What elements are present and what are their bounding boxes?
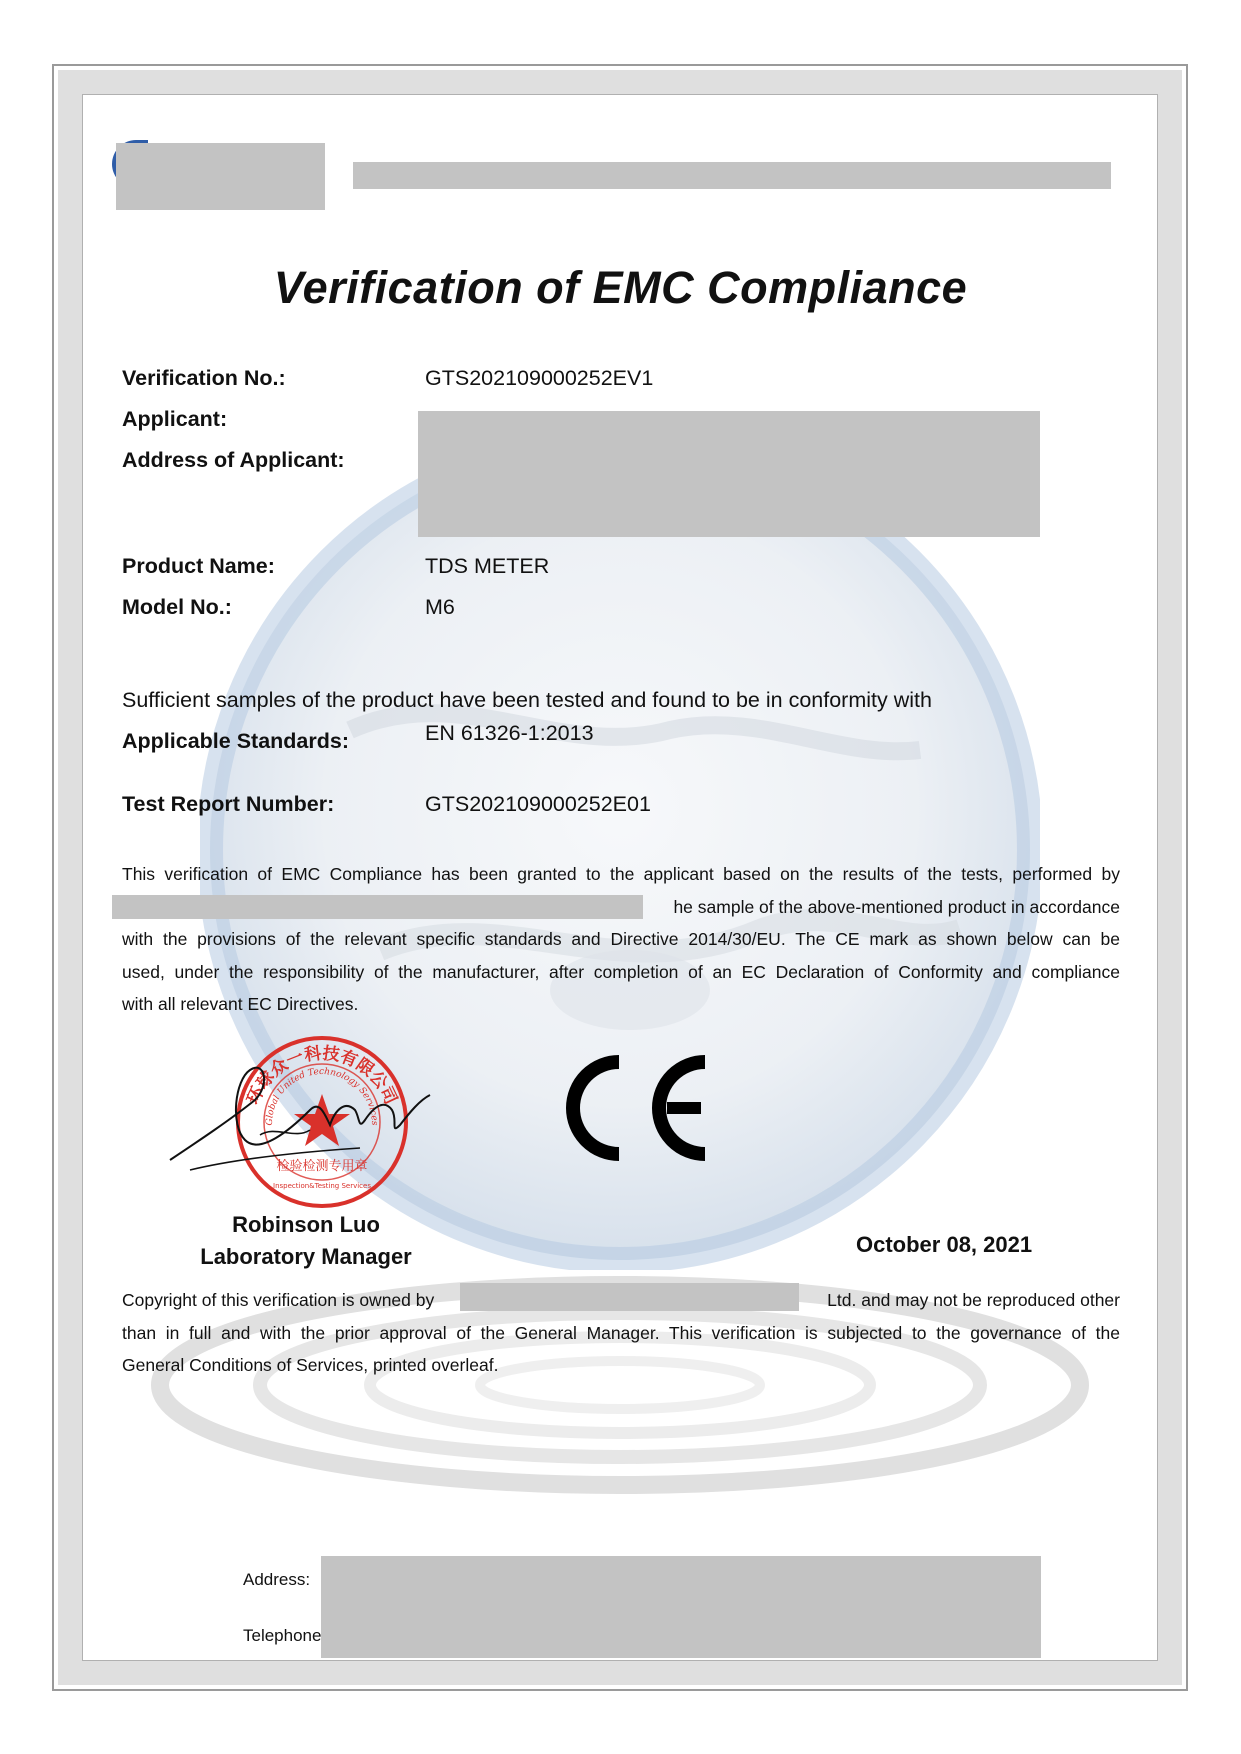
copyright-line-3: General Conditions of Services, printed overleaf. [122,1355,499,1375]
footer-telephone-label: Telephone [243,1626,322,1645]
redacted-footer-contact [321,1556,1041,1658]
redacted-copyright-owner [460,1283,799,1311]
signer-name: Robinson Luo [232,1212,380,1237]
copyright-line-1-end: Ltd. and may not be reproduced other [827,1290,1120,1310]
address-of-applicant-label: Address of Applicant: [122,448,345,472]
model-no-label: Model No.: [122,595,232,619]
redacted-applicant-details [418,411,1040,537]
test-report-number-value: GTS202109000252E01 [425,792,651,816]
conformity-sentence: Sufficient samples of the product have been tested and found to be in conformity with [122,688,932,712]
statement-line-2: he sample of the above-mentioned product in accordance [673,896,1120,917]
ce-mark [555,1052,715,1164]
ce-mark-text: CE [555,1052,557,1053]
signer-title: Laboratory Manager [200,1244,412,1269]
statement-line-4: used, under the responsibility of the manufacturer, after completion of an EC Declaration of Conformity and compliance [122,961,1120,982]
test-report-number-label: Test Report Number: [122,792,335,816]
redacted-testing-lab-name [112,895,643,919]
redacted-company-logo [116,143,325,210]
svg-text:Inspection&Testing Services: Inspection&Testing Services [273,1182,371,1190]
issue-date: October 08, 2021 [856,1232,1033,1257]
copyright-line-2: than in full and with the prior approval of the General Manager. This verification is subjected to the governance of the [122,1322,1120,1343]
applicable-standards-value: EN 61326-1:2013 [425,721,594,745]
applicable-standards-label: Applicable Standards: [122,729,349,753]
statement-line-5: with all relevant EC Directives. [122,994,359,1014]
redacted-company-name [353,162,1111,189]
compliance-statement [122,858,1120,1021]
model-no-value: M6 [425,595,455,619]
product-name-label: Product Name: [122,554,275,578]
svg-text:环球众一科技有限公司: 环球众一科技有限公司 [243,1043,401,1108]
certificate-title: Verification of EMC Compliance [273,262,968,313]
svg-text:Global United Technology Servi: Global United Technology Services [264,1066,380,1126]
handwritten-signature [160,1040,450,1180]
verification-no-value: GTS202109000252EV1 [425,366,654,390]
copyright-line-1-start: Copyright of this verification is owned by [122,1290,435,1310]
statement-line-1: This verification of EMC Compliance has been granted to the applicant based on the results of the tests, performed by [122,864,1120,884]
statement-line-3: with the provisions of the relevant specific standards and Directive 2014/30/EU. The CE mark as shown below can be [122,929,1120,949]
svg-text:检验检测专用章: 检验检测专用章 [276,1159,368,1174]
verification-no-label: Verification No.: [122,366,286,390]
applicant-label: Applicant: [122,407,228,431]
footer-address-label: Address: [243,1570,311,1589]
product-name-value: TDS METER [425,554,550,578]
